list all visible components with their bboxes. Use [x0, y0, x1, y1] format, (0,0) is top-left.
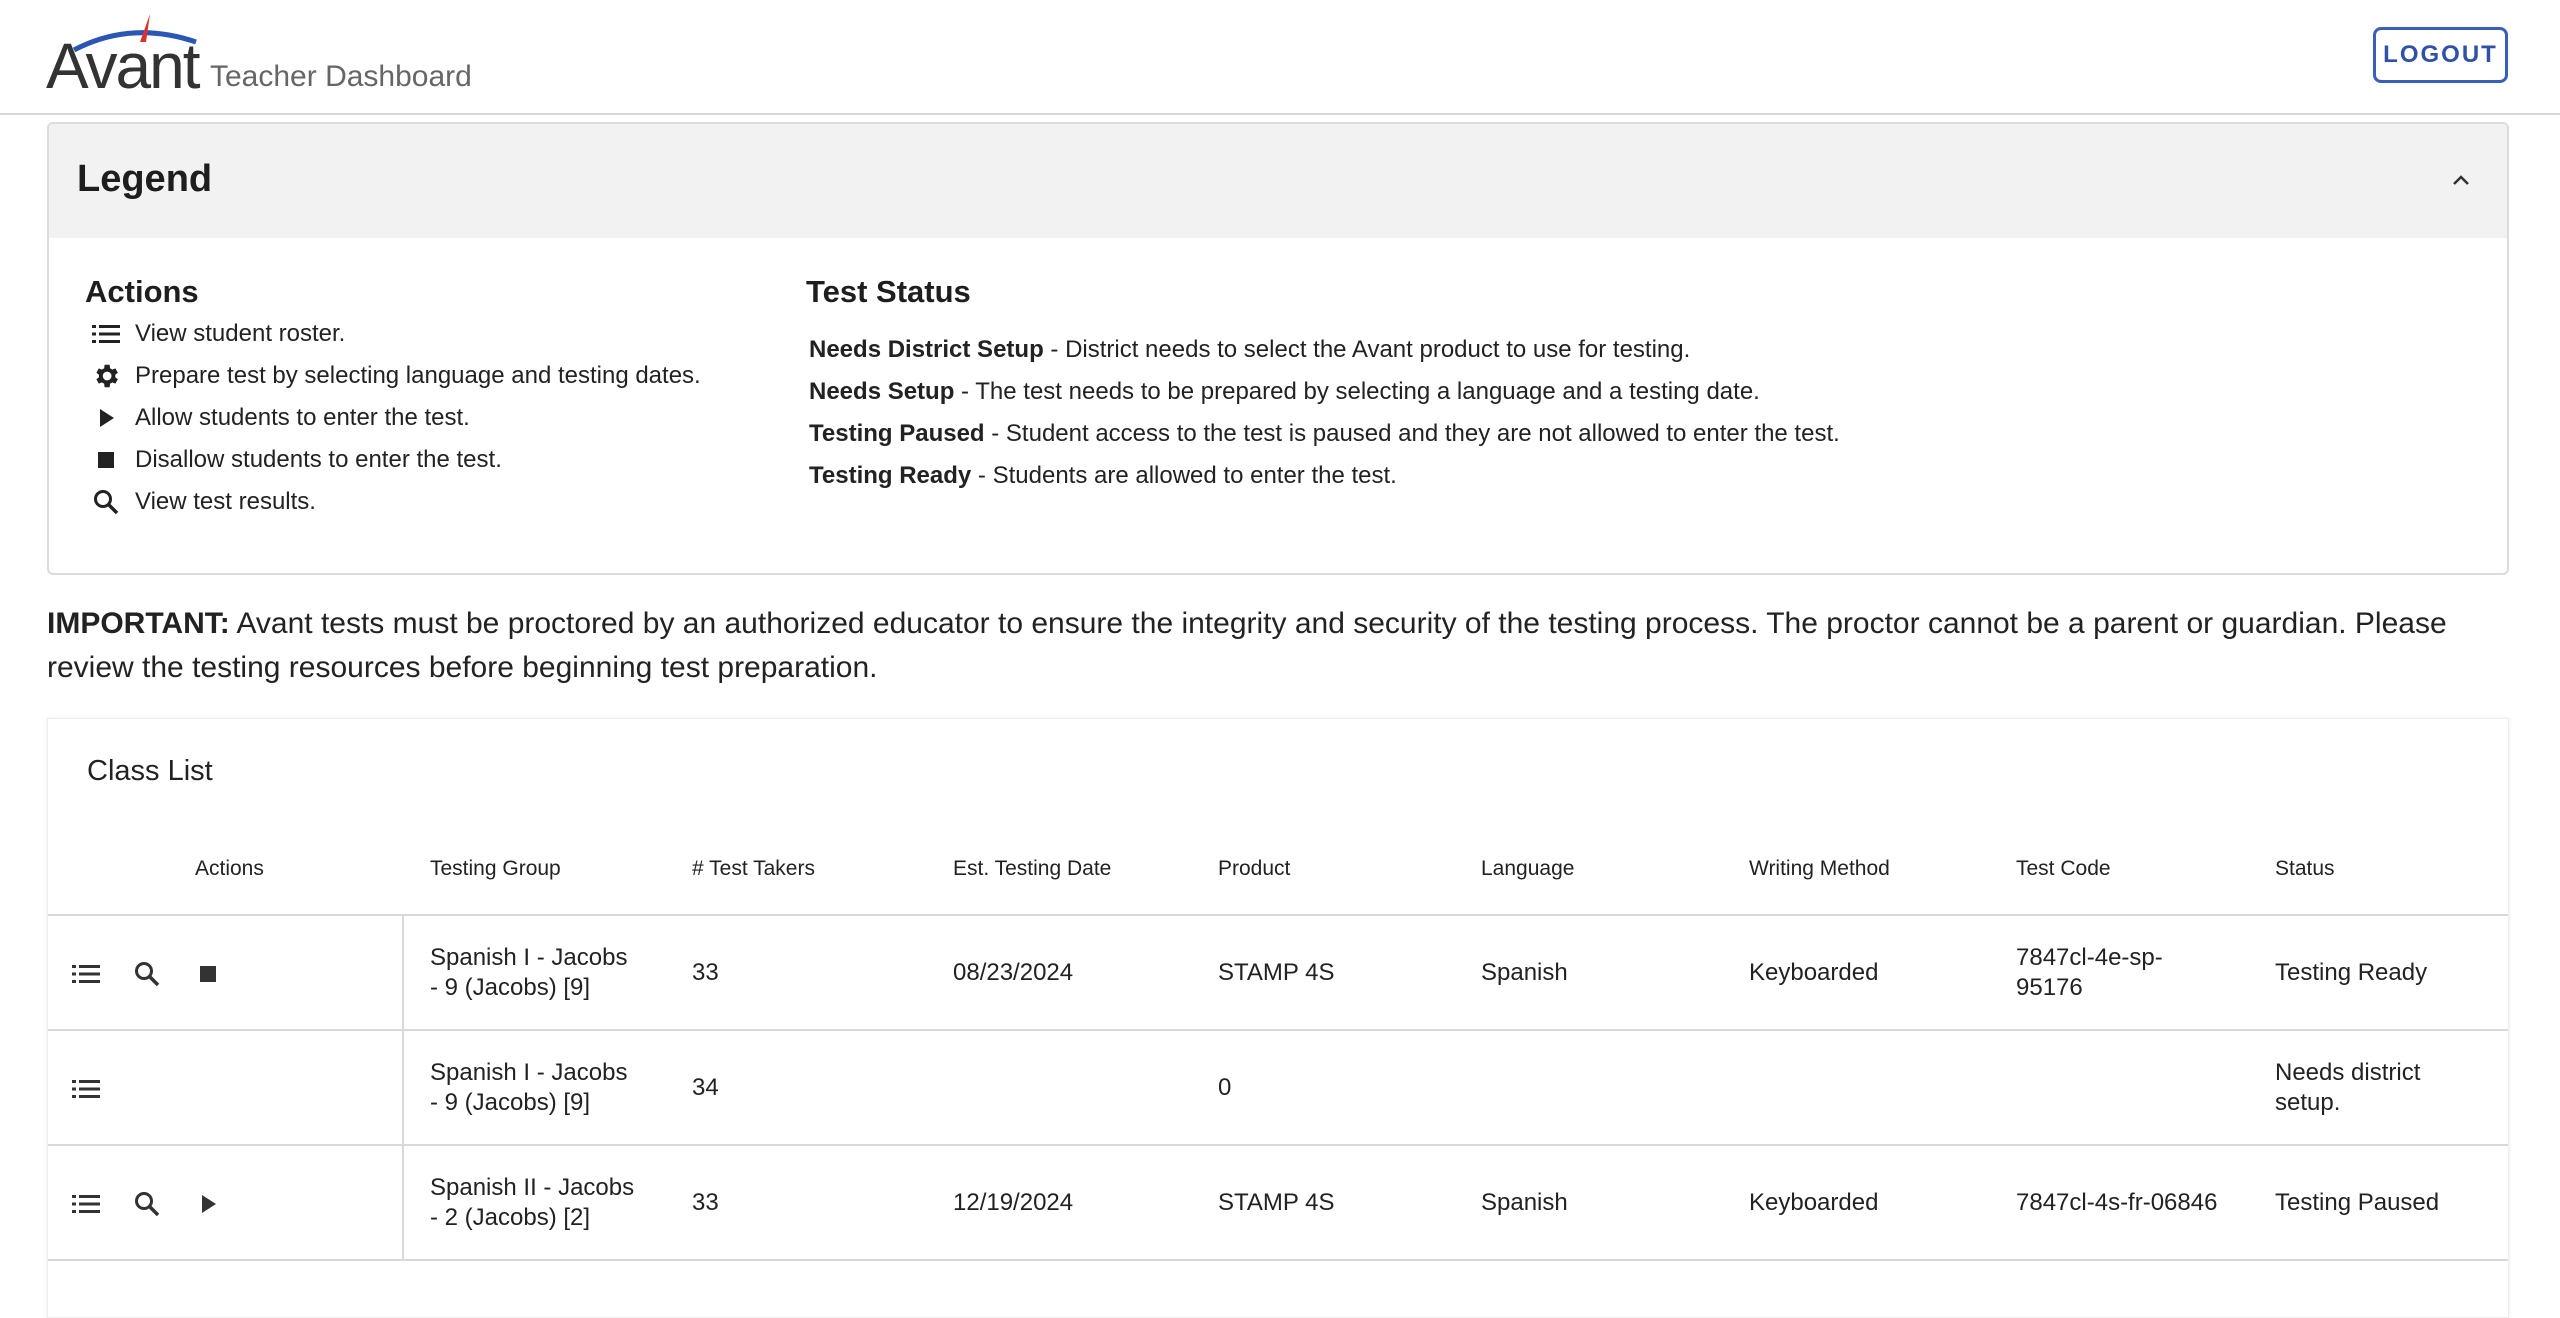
cell-text: 95176 [2016, 974, 2083, 1001]
status-name: Needs District Setup [809, 336, 1044, 363]
cell-status [2275, 958, 2427, 988]
play-icon [89, 401, 123, 435]
cell-text: Spanish II - Jacobs [430, 1174, 635, 1201]
actions-title: Actions [85, 274, 199, 309]
col-header-status[interactable]: Status [2275, 857, 2335, 880]
col-header-test-code[interactable]: Test Code [2016, 857, 2111, 880]
status-testing-ready [809, 462, 1397, 490]
important-label: IMPORTANT: [47, 607, 230, 640]
status-desc: - District needs to select the Avant product to use for testing. [1043, 336, 1691, 363]
list-icon[interactable] [66, 1184, 106, 1224]
table-row [48, 916, 2508, 1031]
search-icon[interactable] [127, 1184, 167, 1224]
legend-action-results [89, 482, 316, 522]
table-row [48, 1146, 2508, 1261]
legend-action-label: Prepare test by selecting language and testing dates. [135, 362, 701, 389]
legend-action-label: Disallow students to enter the test. [135, 446, 502, 473]
col-header-testing-group[interactable]: Testing Group [430, 857, 561, 880]
cell-text: Needs district [2275, 1059, 2421, 1086]
cell-test-takers: 33 [692, 1189, 719, 1216]
legend-action-disallow [89, 440, 502, 480]
table-row [48, 1031, 2508, 1146]
cell-product: STAMP 4S [1218, 959, 1335, 986]
cell-text: - 9 (Jacobs) [9] [430, 974, 591, 1001]
cell-test-takers: 34 [692, 1074, 719, 1101]
class-list-panel [47, 718, 2509, 1318]
col-header-writing-method[interactable]: Writing Method [1749, 857, 1890, 880]
status-desc: - The test needs to be prepared by selecting a language and a testing date. [954, 378, 1760, 405]
cell-testing-date: 08/23/2024 [953, 959, 1074, 986]
cell-writing-method: Keyboarded [1749, 959, 1879, 986]
cell-test-code [2016, 943, 2163, 1003]
cell-text: Spanish I - Jacobs [430, 944, 628, 971]
status-needs-district-setup [809, 336, 1690, 364]
cell-status [2275, 1188, 2439, 1218]
legend-action-roster [89, 314, 345, 354]
test-status-title: Test Status [806, 274, 971, 309]
play-icon[interactable] [188, 1184, 228, 1224]
cell-text: Testing Paused [2275, 1189, 2440, 1216]
logout-button[interactable]: LOGOUT [2373, 27, 2508, 83]
status-name: Needs Setup [809, 378, 955, 405]
cell-test-code [2016, 1188, 2217, 1218]
gear-icon [89, 359, 123, 393]
status-name: Testing Ready [809, 462, 972, 489]
cell-text: setup. [2275, 1089, 2341, 1116]
avant-logo [46, 12, 206, 102]
class-list-title: Class List [87, 755, 213, 787]
dashboard-title: Teacher Dashboard [210, 60, 472, 93]
col-header-language[interactable]: Language [1481, 857, 1575, 880]
cell-testing-group [430, 1173, 634, 1233]
cell-language: Spanish [1481, 1189, 1568, 1216]
status-testing-paused [809, 420, 1840, 448]
app-header [0, 0, 2560, 115]
legend-title: Legend [77, 158, 213, 200]
col-header-test-takers[interactable]: # Test Takers [692, 857, 815, 880]
status-name: Testing Paused [809, 420, 985, 447]
cell-text: Testing Ready [2275, 959, 2428, 986]
cell-language: Spanish [1481, 959, 1568, 986]
col-header-product[interactable]: Product [1218, 857, 1291, 880]
row-actions [48, 916, 404, 1029]
row-actions [48, 1146, 404, 1259]
cell-testing-date: 12/19/2024 [953, 1189, 1074, 1216]
cell-text: 7847cl-4e-sp- [2016, 944, 2163, 971]
important-text: Avant tests must be proctored by an authorized educator to ensure the integrity and security of the testing process. The proctor cannot be a parent or guardian. Please review the testing resources before beginning test preparation. [47, 607, 2447, 684]
col-header-est-testing-date[interactable]: Est. Testing Date [953, 857, 1112, 880]
cell-text: - 9 (Jacobs) [9] [430, 1089, 591, 1116]
status-desc: - Student access to the test is paused and they are not allowed to enter the test. [984, 420, 1840, 447]
cell-testing-group [430, 943, 627, 1003]
search-icon [89, 485, 123, 519]
cell-status [2275, 1058, 2420, 1118]
cell-text: - 2 (Jacobs) [2] [430, 1204, 591, 1231]
status-needs-setup [809, 378, 1760, 406]
legend-action-allow [89, 398, 470, 438]
chevron-up-icon[interactable] [2447, 166, 2475, 194]
cell-test-takers: 33 [692, 959, 719, 986]
stop-icon [89, 443, 123, 477]
cell-product: STAMP 4S [1218, 1189, 1335, 1216]
list-icon [89, 317, 123, 351]
legend-action-label: View student roster. [135, 320, 346, 347]
cell-writing-method: Keyboarded [1749, 1189, 1879, 1216]
search-icon[interactable] [127, 954, 167, 994]
important-notice [47, 602, 2517, 690]
row-actions [48, 1031, 404, 1144]
cell-product: 0 [1218, 1074, 1232, 1101]
legend-action-prepare [89, 356, 701, 396]
stop-icon[interactable] [188, 954, 228, 994]
legend-action-label: Allow students to enter the test. [135, 404, 470, 431]
list-icon[interactable] [66, 954, 106, 994]
legend-action-label: View test results. [135, 488, 316, 515]
cell-testing-group [430, 1058, 627, 1118]
cell-text: 7847cl-4s-fr-06846 [2016, 1189, 2218, 1216]
status-desc: - Students are allowed to enter the test. [971, 462, 1397, 489]
legend-header[interactable] [49, 124, 2507, 238]
logo-text: Avant [46, 30, 199, 102]
cell-text: Spanish I - Jacobs [430, 1059, 628, 1086]
col-header-actions[interactable]: Actions [195, 857, 264, 880]
list-icon[interactable] [66, 1069, 106, 1109]
legend-panel [47, 122, 2509, 575]
